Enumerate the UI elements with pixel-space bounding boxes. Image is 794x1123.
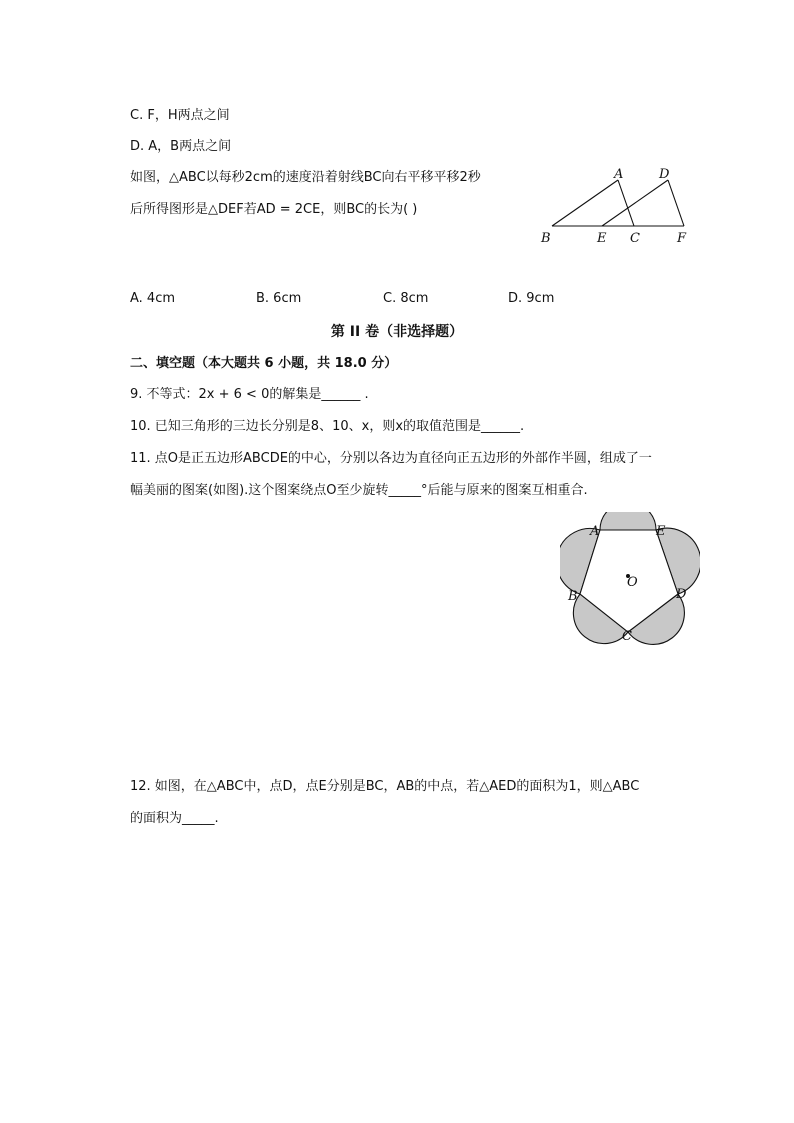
- q11-label-b: B: [568, 589, 578, 604]
- q12-text-line2: 的面积为_____.: [130, 811, 219, 826]
- q8-label-f: F: [677, 231, 687, 246]
- q11-label-o: O: [627, 575, 638, 590]
- q8-option-b: B. 6cm: [256, 291, 302, 306]
- q11-text-line2: 幅美丽的图案(如图).这个图案绕点O至少旋转_____°后能与原来的图案互相重合.: [130, 483, 588, 498]
- q8-translation-figure: [530, 160, 700, 250]
- q8-label-c: C: [630, 231, 640, 246]
- q8-label-b: B: [541, 231, 551, 246]
- q11-text-line1: 11. 点O是正五边形ABCDE的中心，分别以各边为直径向正五边形的外部作半圆，组成了一: [130, 451, 652, 466]
- q9-text: 9. 不等式：2x + 6 < 0的解集是______ .: [130, 387, 369, 402]
- section-title: 第 II 卷（非选择题）: [330, 324, 464, 340]
- q8-label-d: D: [659, 167, 670, 182]
- q8-option-c: C. 8cm: [383, 291, 429, 306]
- q11-label-d: D: [676, 587, 687, 602]
- q8-option-a: A. 4cm: [130, 291, 176, 306]
- q11-label-e: E: [656, 524, 666, 539]
- q10-text: 10. 已知三角形的三边长分别是8、10、x，则x的取值范围是______.: [130, 419, 525, 434]
- section-heading: 二、填空题（本大题共 6 小题，共 18.0 分）: [130, 356, 398, 371]
- q8-text-line2: 后所得图形是△DEF若AD = 2CE，则BC的长为( ): [130, 202, 418, 217]
- q7-option-c: C. F，H两点之间: [130, 108, 230, 123]
- q11-label-a: A: [590, 524, 600, 539]
- q8-text-line1: 如图，△ABC以每秒2cm的速度沿着射线BC向右平移平移2秒: [130, 170, 481, 185]
- q8-label-e: E: [597, 231, 607, 246]
- q8-label-a: A: [614, 167, 624, 182]
- q11-pentagon-figure: [560, 512, 700, 647]
- q7-option-d: D. A，B两点之间: [130, 139, 232, 154]
- q11-label-c: C: [622, 629, 632, 644]
- q8-option-d: D. 9cm: [508, 291, 555, 306]
- q12-text-line1: 12. 如图，在△ABC中，点D，点E分别是BC，AB的中点，若△AED的面积为1，则△ABC: [130, 779, 640, 794]
